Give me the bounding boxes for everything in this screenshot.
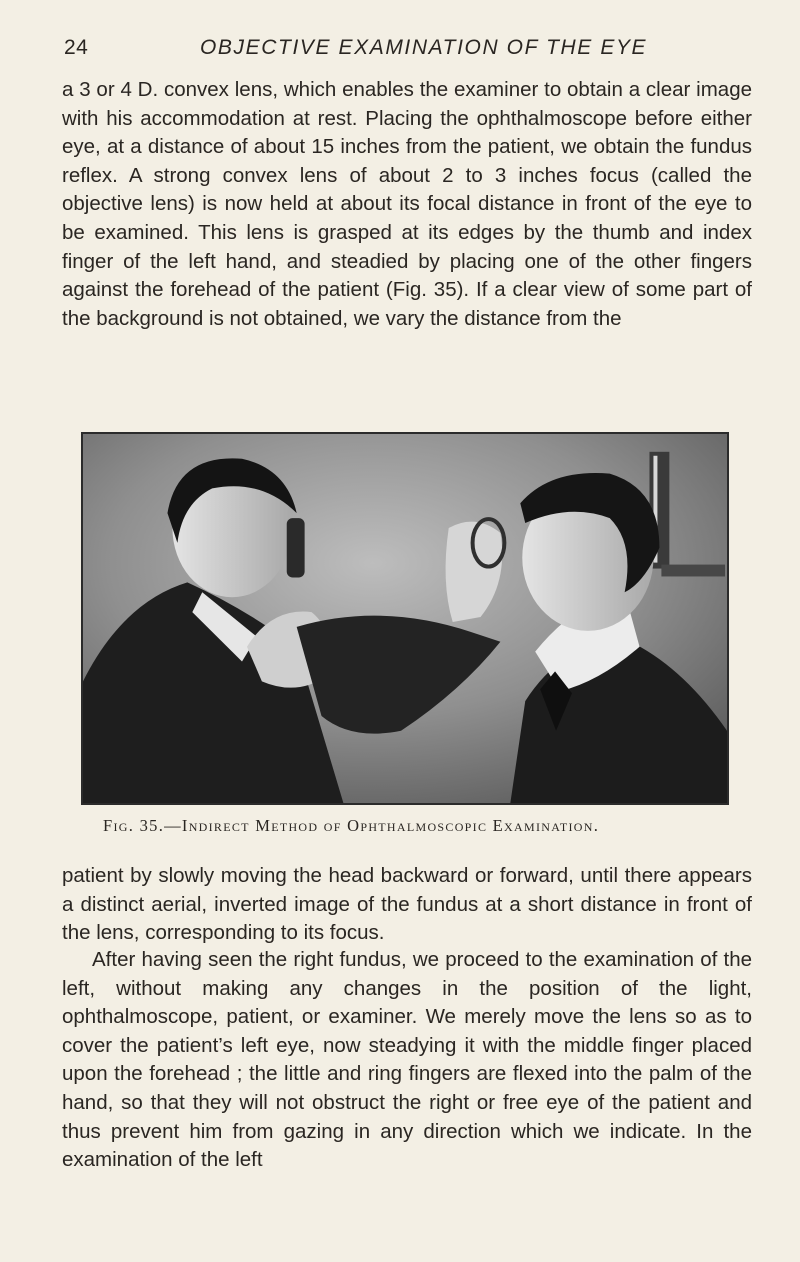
- page-number: 24: [64, 36, 89, 59]
- page-header: [62, 36, 752, 62]
- body-paragraph-2: patient by slowly moving the head backward or forward, until there appears a distinct aerial, inverted image of the fundus at a short distance in front of the lens, corresponding to its focus.: [62, 864, 752, 945]
- figure-caption: Fig. 35.—Indirect Method of Ophthalmoscopic Examination.: [103, 816, 600, 835]
- running-title: OBJECTIVE EXAMINATION OF THE EYE: [200, 36, 648, 59]
- examination-photo-illustration: [83, 434, 727, 803]
- body-paragraph-3: After having seen the right fundus, we proceed to the examination of the left, without making any changes in the position of the light, ophthalmoscope, patient, or examiner. We merely move the lens so as to cover the patient’s left eye, now steadying it with the middle finger placed upon the forehead ; the little and ring fingers are flexed into the palm of the hand, so that they will not obstruct the right or free eye of the patient and thus prevent him from gazing in any direction which we indicate. In the examination of the left: [62, 948, 752, 1172]
- body-paragraph-1: a 3 or 4 D. convex lens, which enables the examiner to obtain a clear image with his accommodation at rest. Placing the ophthalmoscope before either eye, at a distance of about 15 inches from the patient, we obtain the fundus reflex. A strong convex lens of about 2 to 3 inches focus (called the objective lens) is now held at about its focal distance in front of the eye to be examined. This lens is grasped at its edges by the thumb and index finger of the left hand, and steadied by placing one of the other fingers against the forehead of the patient (Fig. 35). If a clear view of some part of the background is not obtained, we vary the distance from the: [62, 78, 752, 330]
- ophthalmoscope: [287, 518, 305, 577]
- figure-photograph: [81, 432, 729, 805]
